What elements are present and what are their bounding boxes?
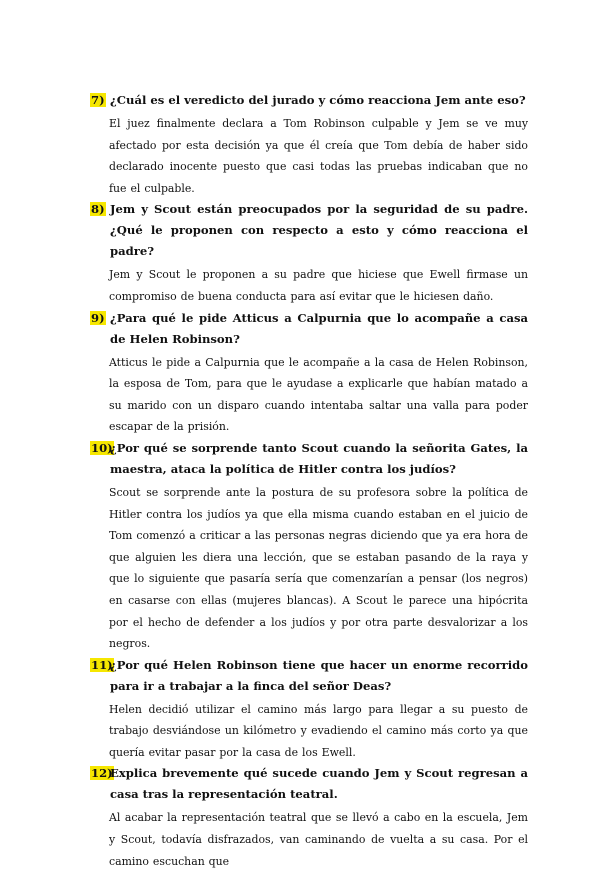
- question-heading: [90, 90, 528, 111]
- answer-text: Scout se sorprende ante la postura de su profesora sobre la política de Hitler contra los judíos ya que ella misma cuando estaban en el juicio de Tom comenzó a criticar a las personas negras diciendo que ya era hora de que alguien les diera una lección, que se estaban pasando de la raya y que lo siguiente que pasaría sería que comenzarían a pensar (los negros) en casarse con ellas (mujeres blancas). A Scout le parece una hipócrita por el hecho de defender a los judíos y por otra parte desvalorizar a los negros.: [109, 485, 528, 651]
- answer-text: Al acabar la representación teatral que se llevó a cabo en la escuela, Jem y Scout, todavía disfrazados, van caminando de vuelta a su casa. Por el camino escuchan que: [109, 811, 528, 868]
- qa-item-12: [90, 763, 528, 872]
- question-number: 7): [91, 93, 105, 107]
- answer-text: Helen decidió utilizar el camino más largo para llegar a su puesto de trabajo desviándose un kilómetro y evadiendo el camino más corto ya que quería evitar pasar por la casa de los Ewell.: [109, 702, 528, 759]
- qa-item-9: [90, 308, 528, 438]
- qa-item-11: [90, 655, 528, 764]
- question-number: 11): [91, 657, 113, 672]
- question-text: ¿Por qué se sorprende tanto Scout cuando la señorita Gates, la maestra, ataca la política de Hitler contra los judíos?: [110, 440, 528, 476]
- question-heading: [90, 655, 528, 697]
- question-number: 9): [91, 310, 105, 325]
- question-heading: [90, 199, 528, 262]
- question-text: Jem y Scout están preocupados por la seguridad de su padre. ¿Qué le proponen con respecto a esto y cómo reacciona el padre?: [110, 202, 528, 259]
- question-text: ¿Cuál es el veredicto del jurado y cómo reacciona Jem ante eso?: [110, 93, 526, 107]
- answer-text: El juez finalmente declara a Tom Robinson culpable y Jem se ve muy afectado por esta decisión ya que él creía que Tom debía de haber sido declarado inocente puesto que casi todas las pruebas indicaban que no fue el culpable.: [109, 117, 528, 195]
- answer-text: Jem y Scout le proponen a su padre que hiciese que Ewell firmase un compromiso de buena conducta para así evitar que le hiciesen daño.: [109, 268, 528, 303]
- answer-text: Atticus le pide a Calpurnia que le acompañe a la casa de Helen Robinson, la esposa de Tom, para que le ayudase a explicarle que habían matado a su marido con un disparo cuando intentaba saltar una valla para poder escapar de la prisión.: [109, 355, 528, 434]
- qa-item-10: [90, 438, 528, 655]
- qa-item-8: [90, 199, 528, 307]
- question-number: 10): [91, 440, 113, 455]
- question-text: ¿Por qué Helen Robinson tiene que hacer un enorme recorrido para ir a trabajar a la finca del señor Deas?: [110, 657, 528, 693]
- question-text: ¿Para qué le pide Atticus a Calpurnia que lo acompañe a casa de Helen Robinson?: [110, 310, 528, 346]
- question-heading: [90, 308, 528, 350]
- question-heading: [90, 438, 528, 480]
- question-number: 12): [91, 766, 113, 781]
- qa-item-7: [90, 90, 528, 199]
- question-number: 8): [91, 202, 105, 217]
- question-text: Explica brevemente qué sucede cuando Jem y Scout regresan a casa tras la representación teatral.: [110, 766, 528, 802]
- question-heading: [90, 763, 528, 805]
